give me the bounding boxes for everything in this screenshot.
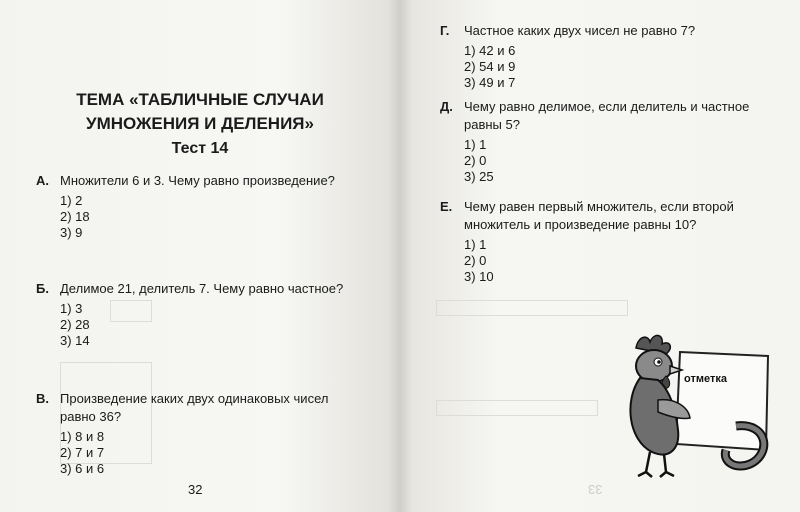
answer-option: 1) 2 [60,193,83,208]
question-letter: Г. [440,23,450,38]
answer-option: 2) 0 [464,153,487,168]
topic-title: ТЕМА «ТАБЛИЧНЫЕ СЛУЧАИ УМНОЖЕНИЯ И ДЕЛЕНИЯ» [76,90,324,133]
question-letter: Б. [36,281,49,296]
bleed-through-mark [436,400,598,416]
grade-sign [676,352,768,450]
question-text: Делимое 21, делитель 7. Чему равно частное? [60,281,344,296]
question-text: Произведение каких двух одинаковых чисел равно 36? [60,391,329,424]
answer-option: 3) 10 [464,269,494,284]
question-text: Частное каких двух чисел не равно 7? [464,23,696,38]
answer-options [440,237,770,285]
answer-option: 2) 18 [60,209,90,224]
answer-option: 3) 14 [60,333,90,348]
answer-option: 2) 28 [60,317,90,332]
answer-option: 2) 7 и 7 [60,445,105,460]
question-letter: Д. [440,99,453,114]
page-number: 33 [588,482,603,497]
answer-option: 3) 6 и 6 [60,461,105,476]
answer-option: 1) 8 и 8 [60,429,105,444]
question-letter: В. [36,391,49,406]
question-text: Чему равно делимое, если делитель и частное равны 5? [464,99,750,132]
answer-options [440,137,768,185]
question-text: Чему равен первый множитель, если второй множитель и произведение равны 10? [464,199,734,232]
question-letter: А. [36,173,49,188]
answer-options [36,429,366,477]
question-b [36,280,356,349]
right-page [400,0,800,512]
answer-option: 2) 0 [464,253,487,268]
question-e [440,198,770,285]
question-v [36,390,366,477]
answer-option: 2) 54 и 9 [464,59,516,74]
answer-option: 1) 1 [464,237,487,252]
answer-option: 1) 42 и 6 [464,43,516,58]
answer-options [440,43,770,91]
rooster-illustration [618,330,778,480]
answer-option: 1) 1 [464,137,487,152]
bleed-through-mark [436,300,628,316]
answer-option: 3) 25 [464,169,494,184]
question-d [440,98,768,185]
answer-options [36,193,356,241]
answer-option: 3) 49 и 7 [464,75,516,90]
answer-option: 1) 3 [60,301,83,316]
answer-options [36,301,356,349]
question-g [440,22,770,91]
answer-option: 3) 9 [60,225,83,240]
question-letter: Е. [440,199,453,214]
page-number: 32 [188,482,203,497]
test-title: Тест 14 [171,140,229,157]
question-a [36,172,356,241]
grade-sign-label: отметка [684,373,727,385]
question-text: Множители 6 и 3. Чему равно произведение? [60,173,335,188]
